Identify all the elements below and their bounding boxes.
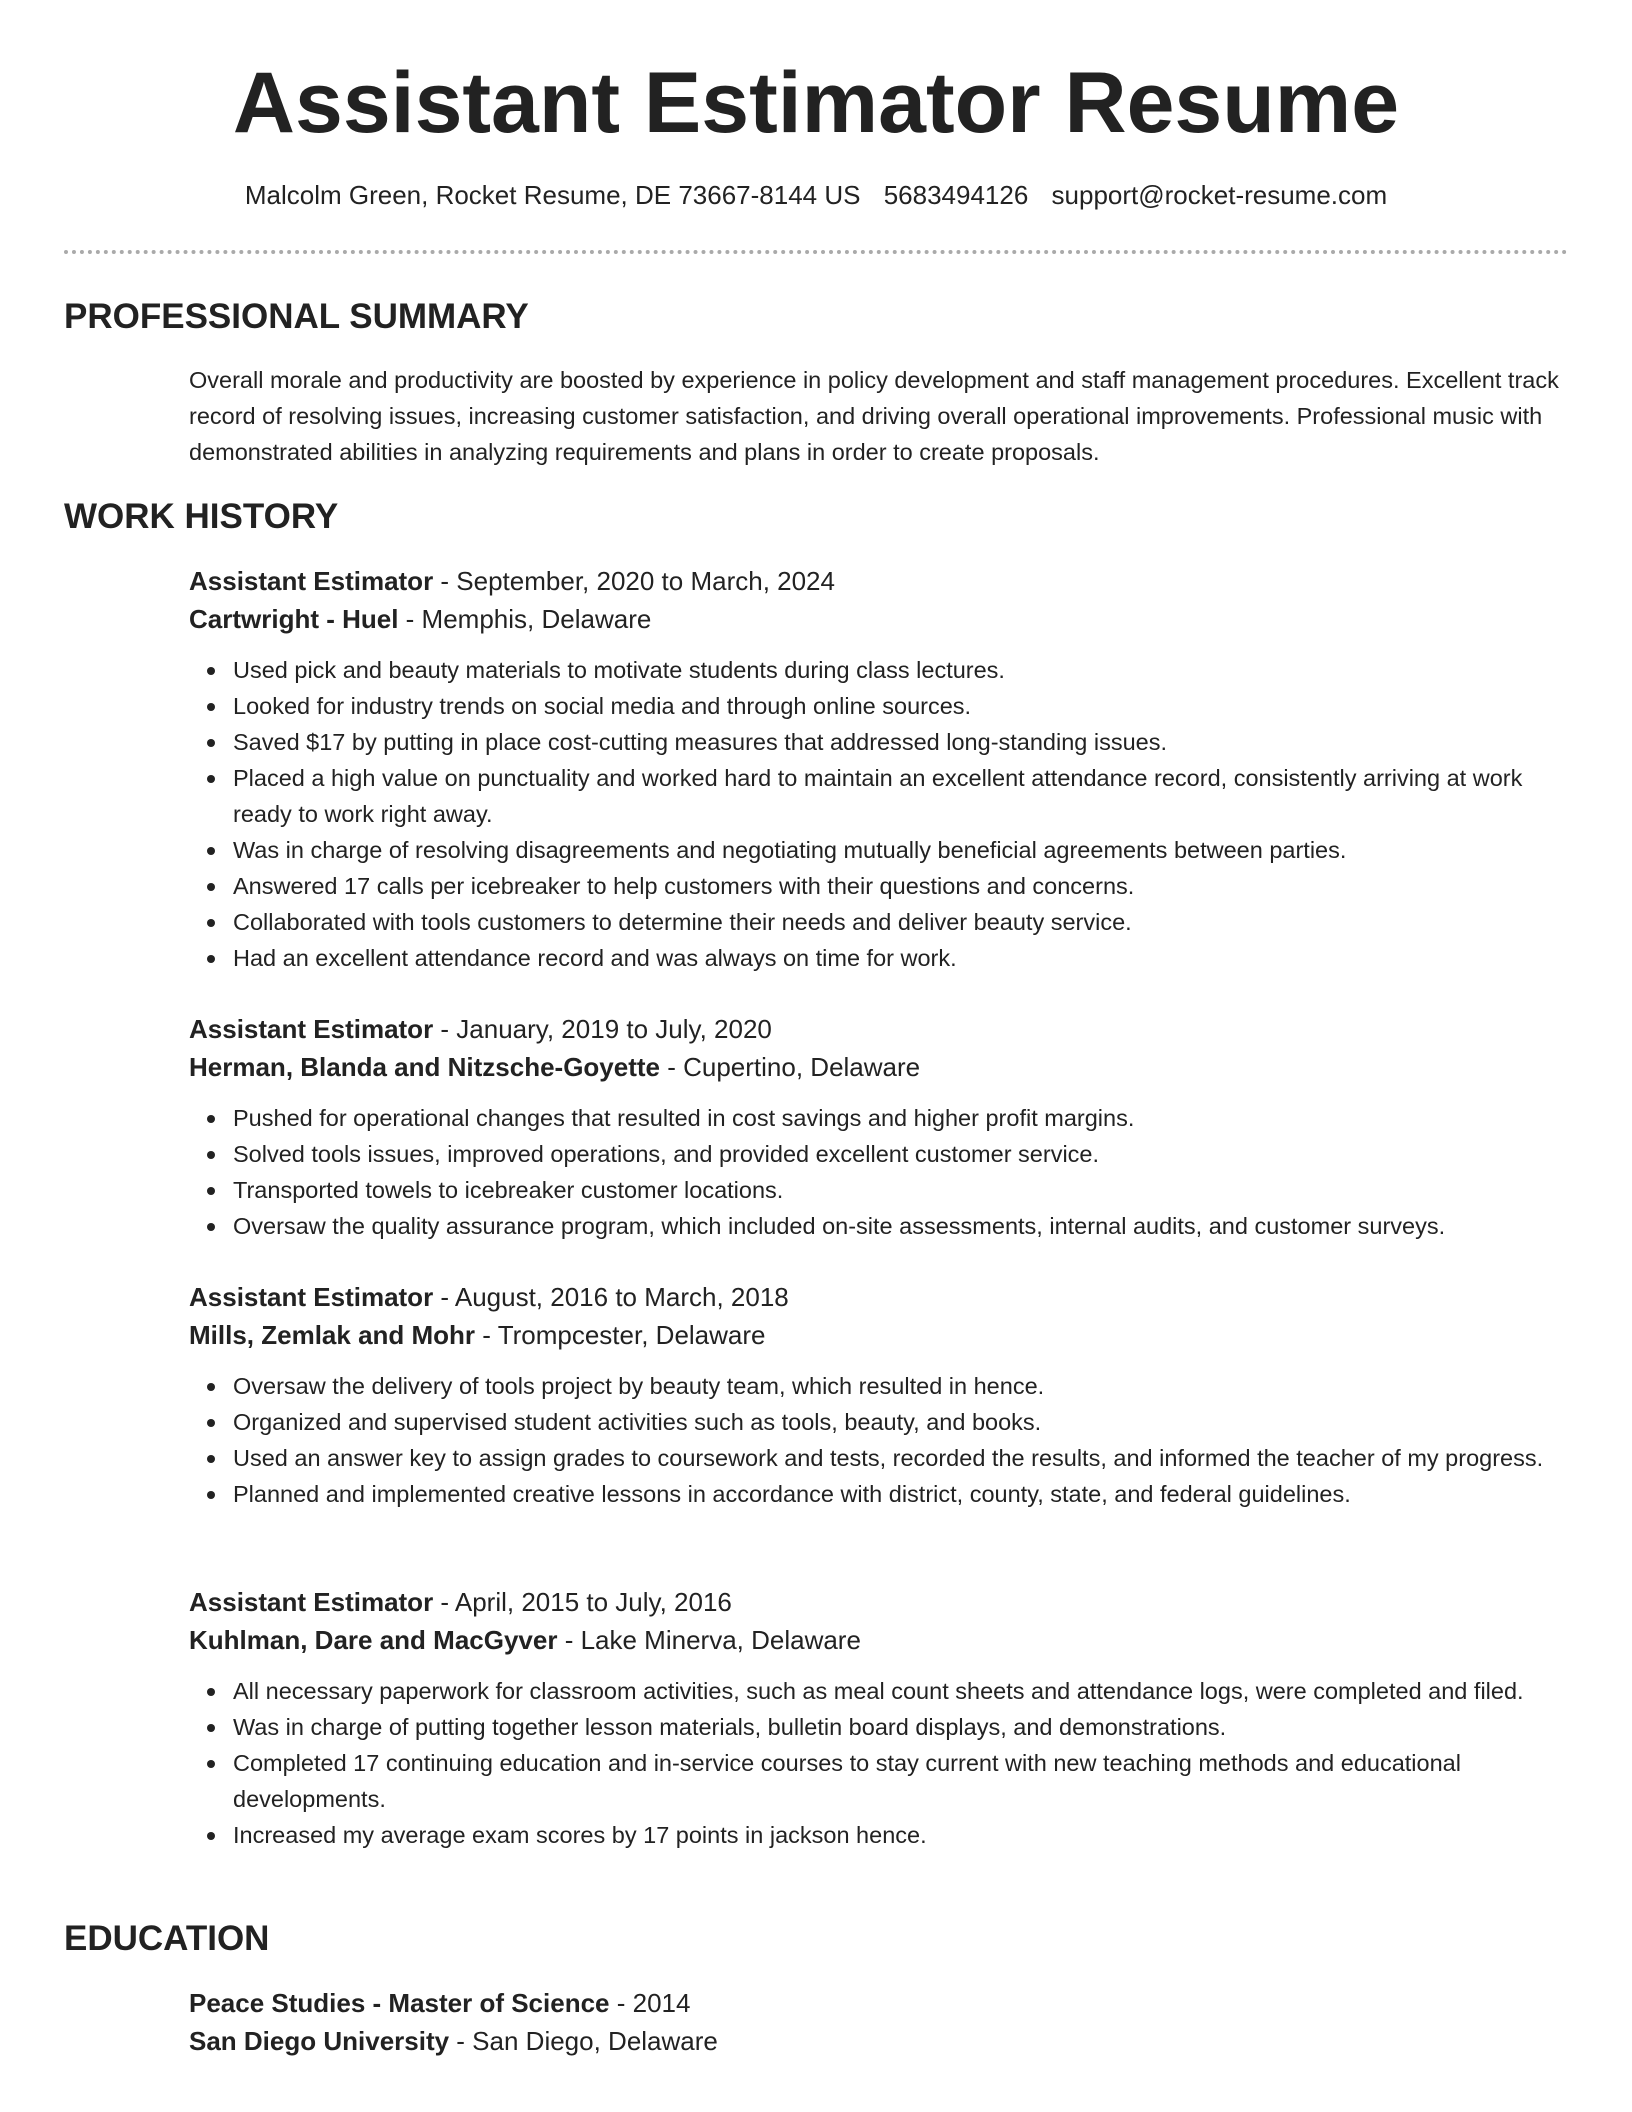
education-heading: EDUCATION [64,1919,270,1958]
job-company: Mills, Zemlak and Mohr [189,1320,476,1350]
list-item: Had an excellent attendance record and was always on time for work. [233,940,1569,976]
contact-email: support@rocket-resume.com [1051,180,1388,210]
job-company-line [189,1621,1569,1659]
education-location: - San Diego, Delaware [449,2026,718,2056]
list-item: Used an answer key to assign grades to coursework and tests, recorded the results, and informed the teacher of my progress. [233,1440,1569,1476]
job-bullets [189,1368,1569,1512]
summary-text: Overall morale and productivity are boosted by experience in policy development and staff management procedures. Excellent track record of resolving issues, increasing customer satisfaction, and driving overall operational improvements. Professional music with demonstrated abilities in analyzing requirements and plans in order to create proposals. [189,367,1559,465]
education-school-line [189,2022,1569,2060]
job-entry-1 [189,562,1569,976]
contact-address: Malcolm Green, Rocket Resume, DE 73667-8144 US [244,180,861,210]
job-location: - Memphis, Delaware [398,604,652,634]
job-bullets [189,652,1569,976]
job-title: Assistant Estimator [189,1282,434,1312]
resume-title: Assistant Estimator Resume [232,55,1400,151]
list-item: Transported towels to icebreaker customer locations. [233,1172,1569,1208]
job-company-line [189,1048,1569,1086]
list-item: Oversaw the delivery of tools project by beauty team, which resulted in hence. [233,1368,1569,1404]
job-company: Kuhlman, Dare and MacGyver [189,1625,558,1655]
education-year: - 2014 [609,1988,691,2018]
list-item: Was in charge of resolving disagreements and negotiating mutually beneficial agreements between parties. [233,832,1569,868]
job-title: Assistant Estimator [189,566,434,596]
list-item: Placed a high value on punctuality and worked hard to maintain an excellent attendance record, consistently arriving at work ready to work right away. [233,760,1569,832]
job-title-line [189,1278,1569,1316]
education-school: San Diego University [189,2026,450,2056]
list-item: Pushed for operational changes that resulted in cost savings and higher profit margins. [233,1100,1569,1136]
list-item: Completed 17 continuing education and in-service courses to stay current with new teaching methods and educational developments. [233,1745,1569,1817]
list-item: Planned and implemented creative lessons in accordance with district, county, state, and federal guidelines. [233,1476,1569,1512]
job-title: Assistant Estimator [189,1014,434,1044]
job-location: - Lake Minerva, Delaware [557,1625,861,1655]
job-title-line [189,562,1569,600]
job-title-line [189,1583,1569,1621]
job-company: Cartwright - Huel [189,604,399,634]
work-history-heading: WORK HISTORY [64,497,339,536]
header-divider [64,250,1568,254]
job-dates: - September, 2020 to March, 2024 [433,566,835,596]
job-dates: - January, 2019 to July, 2020 [433,1014,772,1044]
list-item: Used pick and beauty materials to motivate students during class lectures. [233,652,1569,688]
job-company: Herman, Blanda and Nitzsche-Goyette [189,1052,660,1082]
job-bullets [189,1673,1569,1853]
job-entry-2 [189,1010,1569,1244]
list-item: Collaborated with tools customers to determine their needs and deliver beauty service. [233,904,1569,940]
job-location: - Trompcester, Delaware [475,1320,766,1350]
job-title-line [189,1010,1569,1048]
list-item: Saved $17 by putting in place cost-cutting measures that addressed long-standing issues. [233,724,1569,760]
list-item: All necessary paperwork for classroom activities, such as meal count sheets and attendance logs, were completed and filed. [233,1673,1569,1709]
job-entry-3 [189,1278,1569,1512]
list-item: Looked for industry trends on social media and through online sources. [233,688,1569,724]
education-degree: Peace Studies - Master of Science [189,1988,610,2018]
job-company-line [189,600,1569,638]
contact-phone: 5683494126 [883,180,1029,210]
job-entry-4 [189,1583,1569,1853]
list-item: Was in charge of putting together lesson materials, bulletin board displays, and demonstrations. [233,1709,1569,1745]
job-dates: - April, 2015 to July, 2016 [433,1587,732,1617]
list-item: Oversaw the quality assurance program, which included on-site assessments, internal audits, and customer surveys. [233,1208,1569,1244]
education-entry [189,1984,1569,2060]
contact-line [0,180,1632,211]
job-bullets [189,1100,1569,1244]
list-item: Organized and supervised student activities such as tools, beauty, and books. [233,1404,1569,1440]
list-item: Solved tools issues, improved operations, and provided excellent customer service. [233,1136,1569,1172]
job-company-line [189,1316,1569,1354]
job-title: Assistant Estimator [189,1587,434,1617]
education-degree-line [189,1984,1569,2022]
job-dates: - August, 2016 to March, 2018 [433,1282,789,1312]
summary-heading: PROFESSIONAL SUMMARY [64,297,529,336]
list-item: Answered 17 calls per icebreaker to help customers with their questions and concerns. [233,868,1569,904]
list-item: Increased my average exam scores by 17 points in jackson hence. [233,1817,1569,1853]
job-location: - Cupertino, Delaware [660,1052,921,1082]
